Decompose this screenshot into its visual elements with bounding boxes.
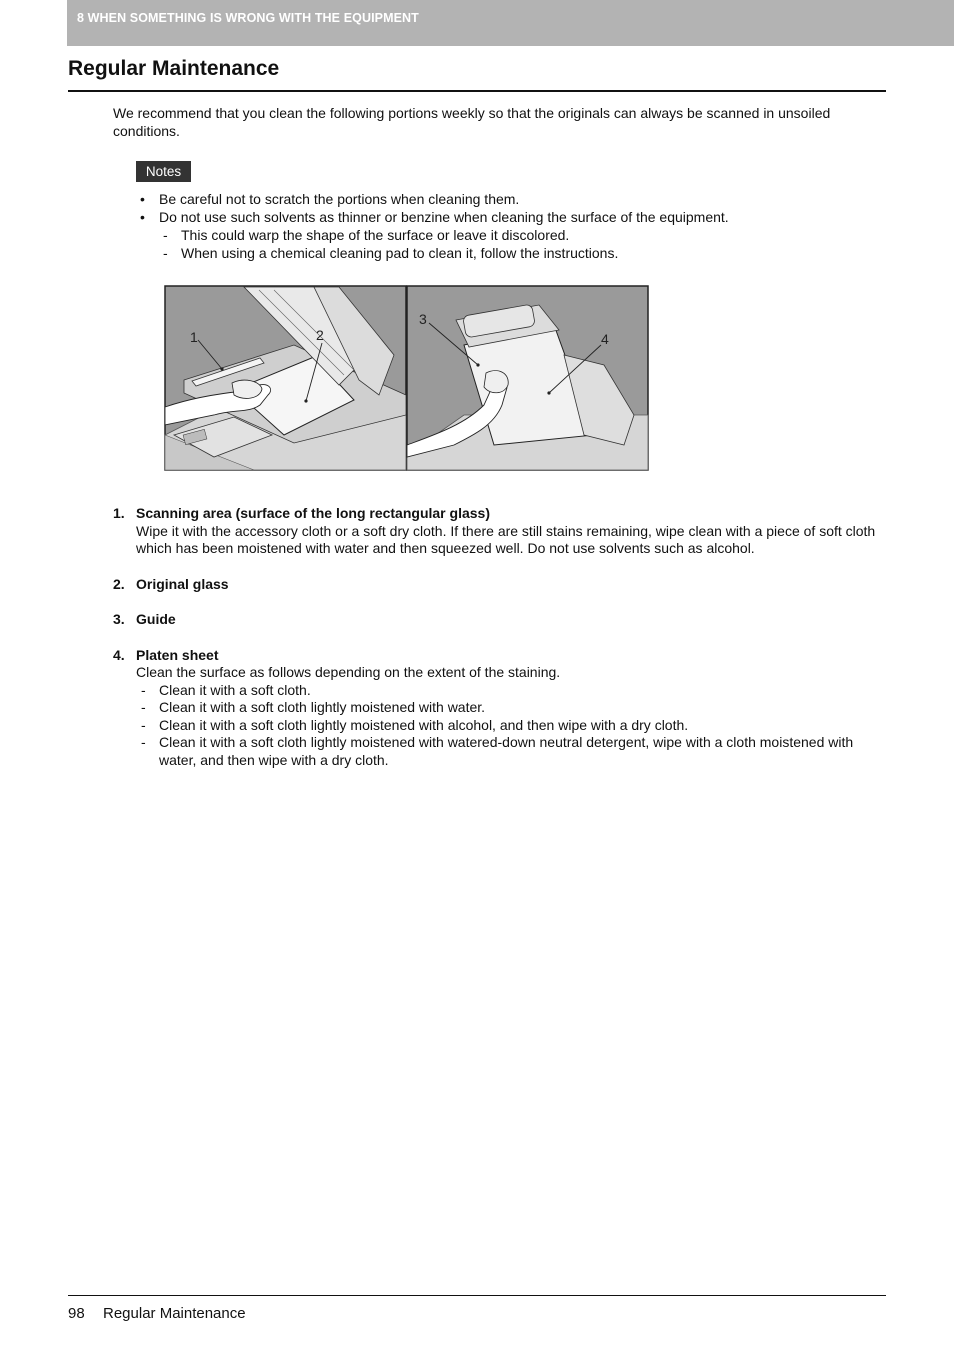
dash-marker: - bbox=[163, 227, 168, 243]
item-body: Wipe it with the accessory cloth or a soft dry cloth. If there are still stains remaining, wipe clean with a piece of soft cloth which has been moistened with water and then squeezed well. Do not use solvents such as alcohol. bbox=[136, 522, 876, 556]
note-item bbox=[138, 190, 878, 208]
bullet-icon: • bbox=[140, 209, 145, 225]
note-sub-text: When using a chemical cleaning pad to clean it, follow the instructions. bbox=[181, 245, 619, 261]
dash-marker: - bbox=[141, 734, 146, 750]
cleaning-step bbox=[136, 734, 881, 769]
footer-divider bbox=[68, 1295, 886, 1296]
dash-marker: - bbox=[141, 699, 146, 715]
note-text: Do not use such solvents as thinner or benzine when cleaning the surface of the equipment. bbox=[159, 209, 729, 225]
chapter-header bbox=[67, 0, 954, 46]
item-title: Scanning area (surface of the long rectangular glass) bbox=[136, 505, 490, 521]
item-body: Clean the surface as follows depending on the extent of the staining. bbox=[136, 664, 561, 680]
item-title: Guide bbox=[136, 611, 176, 627]
step-text: Clean it with a soft cloth lightly moistened with alcohol, and then wipe with a dry cloth. bbox=[159, 716, 689, 733]
step-text: Clean it with a soft cloth lightly moistened with watered-down neutral detergent, wipe with a cloth moistened with water, and then wipe with a dry cloth. bbox=[159, 734, 854, 768]
bullet-icon: • bbox=[140, 191, 145, 207]
callout-1: 1 bbox=[190, 329, 198, 345]
callout-3: 3 bbox=[419, 311, 427, 327]
cleaning-steps bbox=[136, 682, 881, 770]
cleaning-illustration bbox=[164, 285, 649, 471]
item-title: Original glass bbox=[136, 575, 229, 592]
intro-paragraph: We recommend that you clean the following portions weekly so that the originals can always be scanned in unsoiled conditions. bbox=[113, 105, 831, 139]
dash-marker: - bbox=[141, 681, 146, 698]
page-title: Regular Maintenance bbox=[68, 57, 280, 80]
item-number: 4. bbox=[113, 646, 125, 663]
notes-list bbox=[138, 190, 878, 262]
note-sub-item bbox=[159, 226, 878, 244]
dash-marker: - bbox=[141, 716, 146, 733]
note-sub-text: This could warp the shape of the surface or leave it discolored. bbox=[181, 227, 570, 243]
maintenance-item bbox=[113, 647, 881, 770]
note-sub-item bbox=[159, 244, 878, 262]
maintenance-item bbox=[113, 505, 881, 558]
note-item bbox=[138, 208, 878, 262]
page-number: 98 bbox=[68, 1305, 85, 1322]
maintenance-item bbox=[113, 611, 881, 629]
callout-2: 2 bbox=[316, 327, 324, 343]
item-number: 1. bbox=[113, 505, 125, 521]
item-title: Platen sheet bbox=[136, 646, 219, 663]
notes-badge: Notes bbox=[136, 161, 191, 182]
step-text: Clean it with a soft cloth lightly moistened with water. bbox=[159, 699, 486, 715]
item-number: 2. bbox=[113, 575, 125, 592]
cleaning-step bbox=[136, 699, 881, 717]
note-text: Be careful not to scratch the portions when cleaning them. bbox=[159, 191, 520, 207]
note-sub-list bbox=[159, 226, 878, 262]
left-panel-illustration bbox=[165, 286, 406, 470]
title-divider bbox=[68, 90, 886, 92]
chapter-title: 8 WHEN SOMETHING IS WRONG WITH THE EQUIPMENT bbox=[77, 11, 419, 25]
footer-section-title: Regular Maintenance bbox=[103, 1305, 246, 1322]
maintenance-items bbox=[113, 505, 881, 787]
cleaning-step bbox=[136, 682, 881, 700]
right-panel-illustration bbox=[407, 286, 648, 470]
item-number: 3. bbox=[113, 611, 125, 627]
dash-marker: - bbox=[163, 245, 168, 261]
step-text: Clean it with a soft cloth. bbox=[159, 681, 311, 698]
maintenance-item bbox=[113, 576, 881, 594]
cleaning-step bbox=[136, 717, 881, 735]
callout-4: 4 bbox=[601, 331, 609, 347]
